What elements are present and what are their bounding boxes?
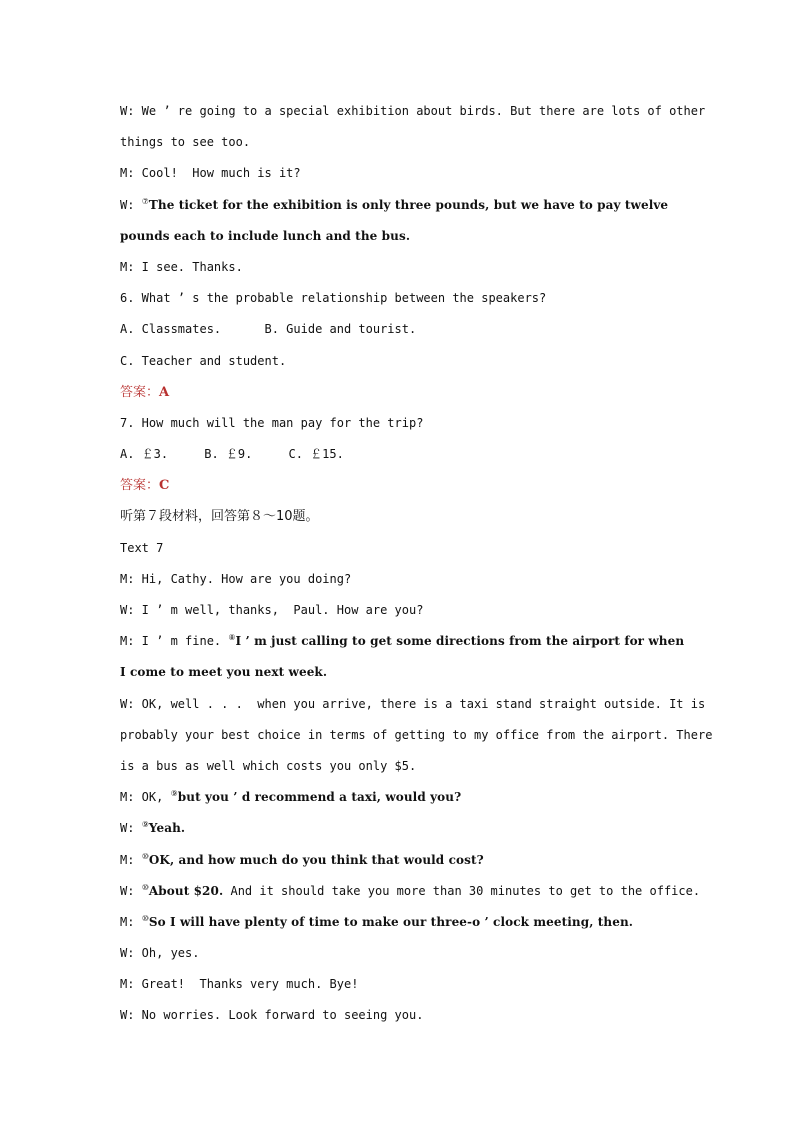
dialogue-line	[120, 626, 685, 657]
dialogue-line: things to see too.	[120, 135, 251, 150]
speaker-prefix: W:	[120, 197, 142, 212]
speaker-prefix: W:	[120, 821, 142, 836]
answer-line	[120, 470, 680, 501]
circled-number-mark: ⑨	[141, 820, 149, 830]
key-sentence: pounds each to include lunch and the bus.	[120, 228, 411, 243]
answer-value: C	[159, 478, 170, 494]
section-instruction: 听第７段材料，回答第８～10题。	[120, 509, 319, 525]
key-sentence: About $20.	[148, 883, 224, 898]
dialogue-line	[120, 845, 680, 876]
question-line: 6. What ’ s the probable relationship between the speakers?	[120, 291, 547, 306]
speaker-prefix: M:	[120, 914, 142, 929]
speaker-prefix: M: I ’ m fine.	[120, 634, 229, 649]
dialogue-line	[120, 813, 680, 844]
dialogue-line	[120, 907, 680, 938]
dialogue-line: M: I see. Thanks.	[120, 259, 243, 274]
dialogue-line: W: OK, well . . . when you arrive, there is a taxi stand straight outside. It is	[120, 696, 706, 711]
dialogue-line: W: We ’ re going to a special exhibition about birds. But there are lots of other	[120, 104, 706, 118]
answer-label: 答案：	[120, 384, 160, 400]
speaker-prefix: W:	[120, 883, 142, 898]
text-heading: Text 7	[120, 540, 164, 555]
dialogue-line: M: Great! Thanks very much. Bye!	[120, 977, 359, 992]
key-sentence: I come to meet you next week.	[120, 665, 328, 680]
dialogue-line: W: I ’ m well, thanks, Paul. How are you?	[120, 603, 424, 617]
dialogue-line: W: Oh, yes.	[120, 946, 200, 961]
document-page	[120, 96, 713, 1032]
circled-number-mark: ⑩	[141, 882, 149, 892]
key-sentence: The ticket for the exhibition is only three pounds, but we have to pay twelve	[148, 197, 669, 212]
circled-number-mark: ⑨	[170, 789, 178, 799]
dialogue-line: probably your best choice in terms of getting to my office from the airport. There	[120, 727, 713, 742]
dialogue-line: W: No worries. Look forward to seeing you.	[120, 1008, 424, 1023]
circled-number-mark: ⑦	[141, 196, 149, 206]
circled-number-mark: ⑩	[141, 851, 149, 861]
circled-number-mark: ⑩	[141, 913, 149, 923]
answer-value: A	[159, 384, 170, 400]
dialogue-line	[120, 190, 680, 221]
key-sentence: OK, and how much do you think that would cost?	[148, 852, 484, 867]
options-line: A. Classmates. B. Guide and tourist.	[120, 322, 417, 337]
dialogue-line: M: Hi, Cathy. How are you doing?	[120, 571, 352, 586]
dialogue-line	[120, 876, 701, 907]
key-sentence: but you ’ d recommend a taxi, would you?	[177, 790, 462, 805]
key-sentence: So I will have plenty of time to make our three-o ’ clock meeting, then.	[148, 914, 634, 929]
question-line: 7. How much will the man pay for the trip?	[120, 415, 424, 430]
options-line: C. Teacher and student.	[120, 353, 287, 368]
dialogue-line	[120, 782, 680, 813]
circled-number-mark: ⑧	[228, 633, 236, 643]
dialogue-line: M: Cool! How much is it?	[120, 166, 301, 181]
speaker-prefix: M: OK,	[120, 790, 171, 805]
answer-line	[120, 377, 680, 408]
speaker-prefix: M:	[120, 852, 142, 867]
dialogue-text: And it should take you more than 30 minutes to get to the office.	[223, 883, 701, 898]
key-sentence: Yeah.	[148, 821, 186, 836]
key-sentence: I ’ m just calling to get some directions from the airport for when	[235, 634, 685, 649]
options-line: A. ￡3. B. ￡9. C. ￡15.	[120, 447, 344, 462]
answer-label: 答案：	[120, 478, 160, 494]
dialogue-line: is a bus as well which costs you only $5.	[120, 758, 417, 773]
